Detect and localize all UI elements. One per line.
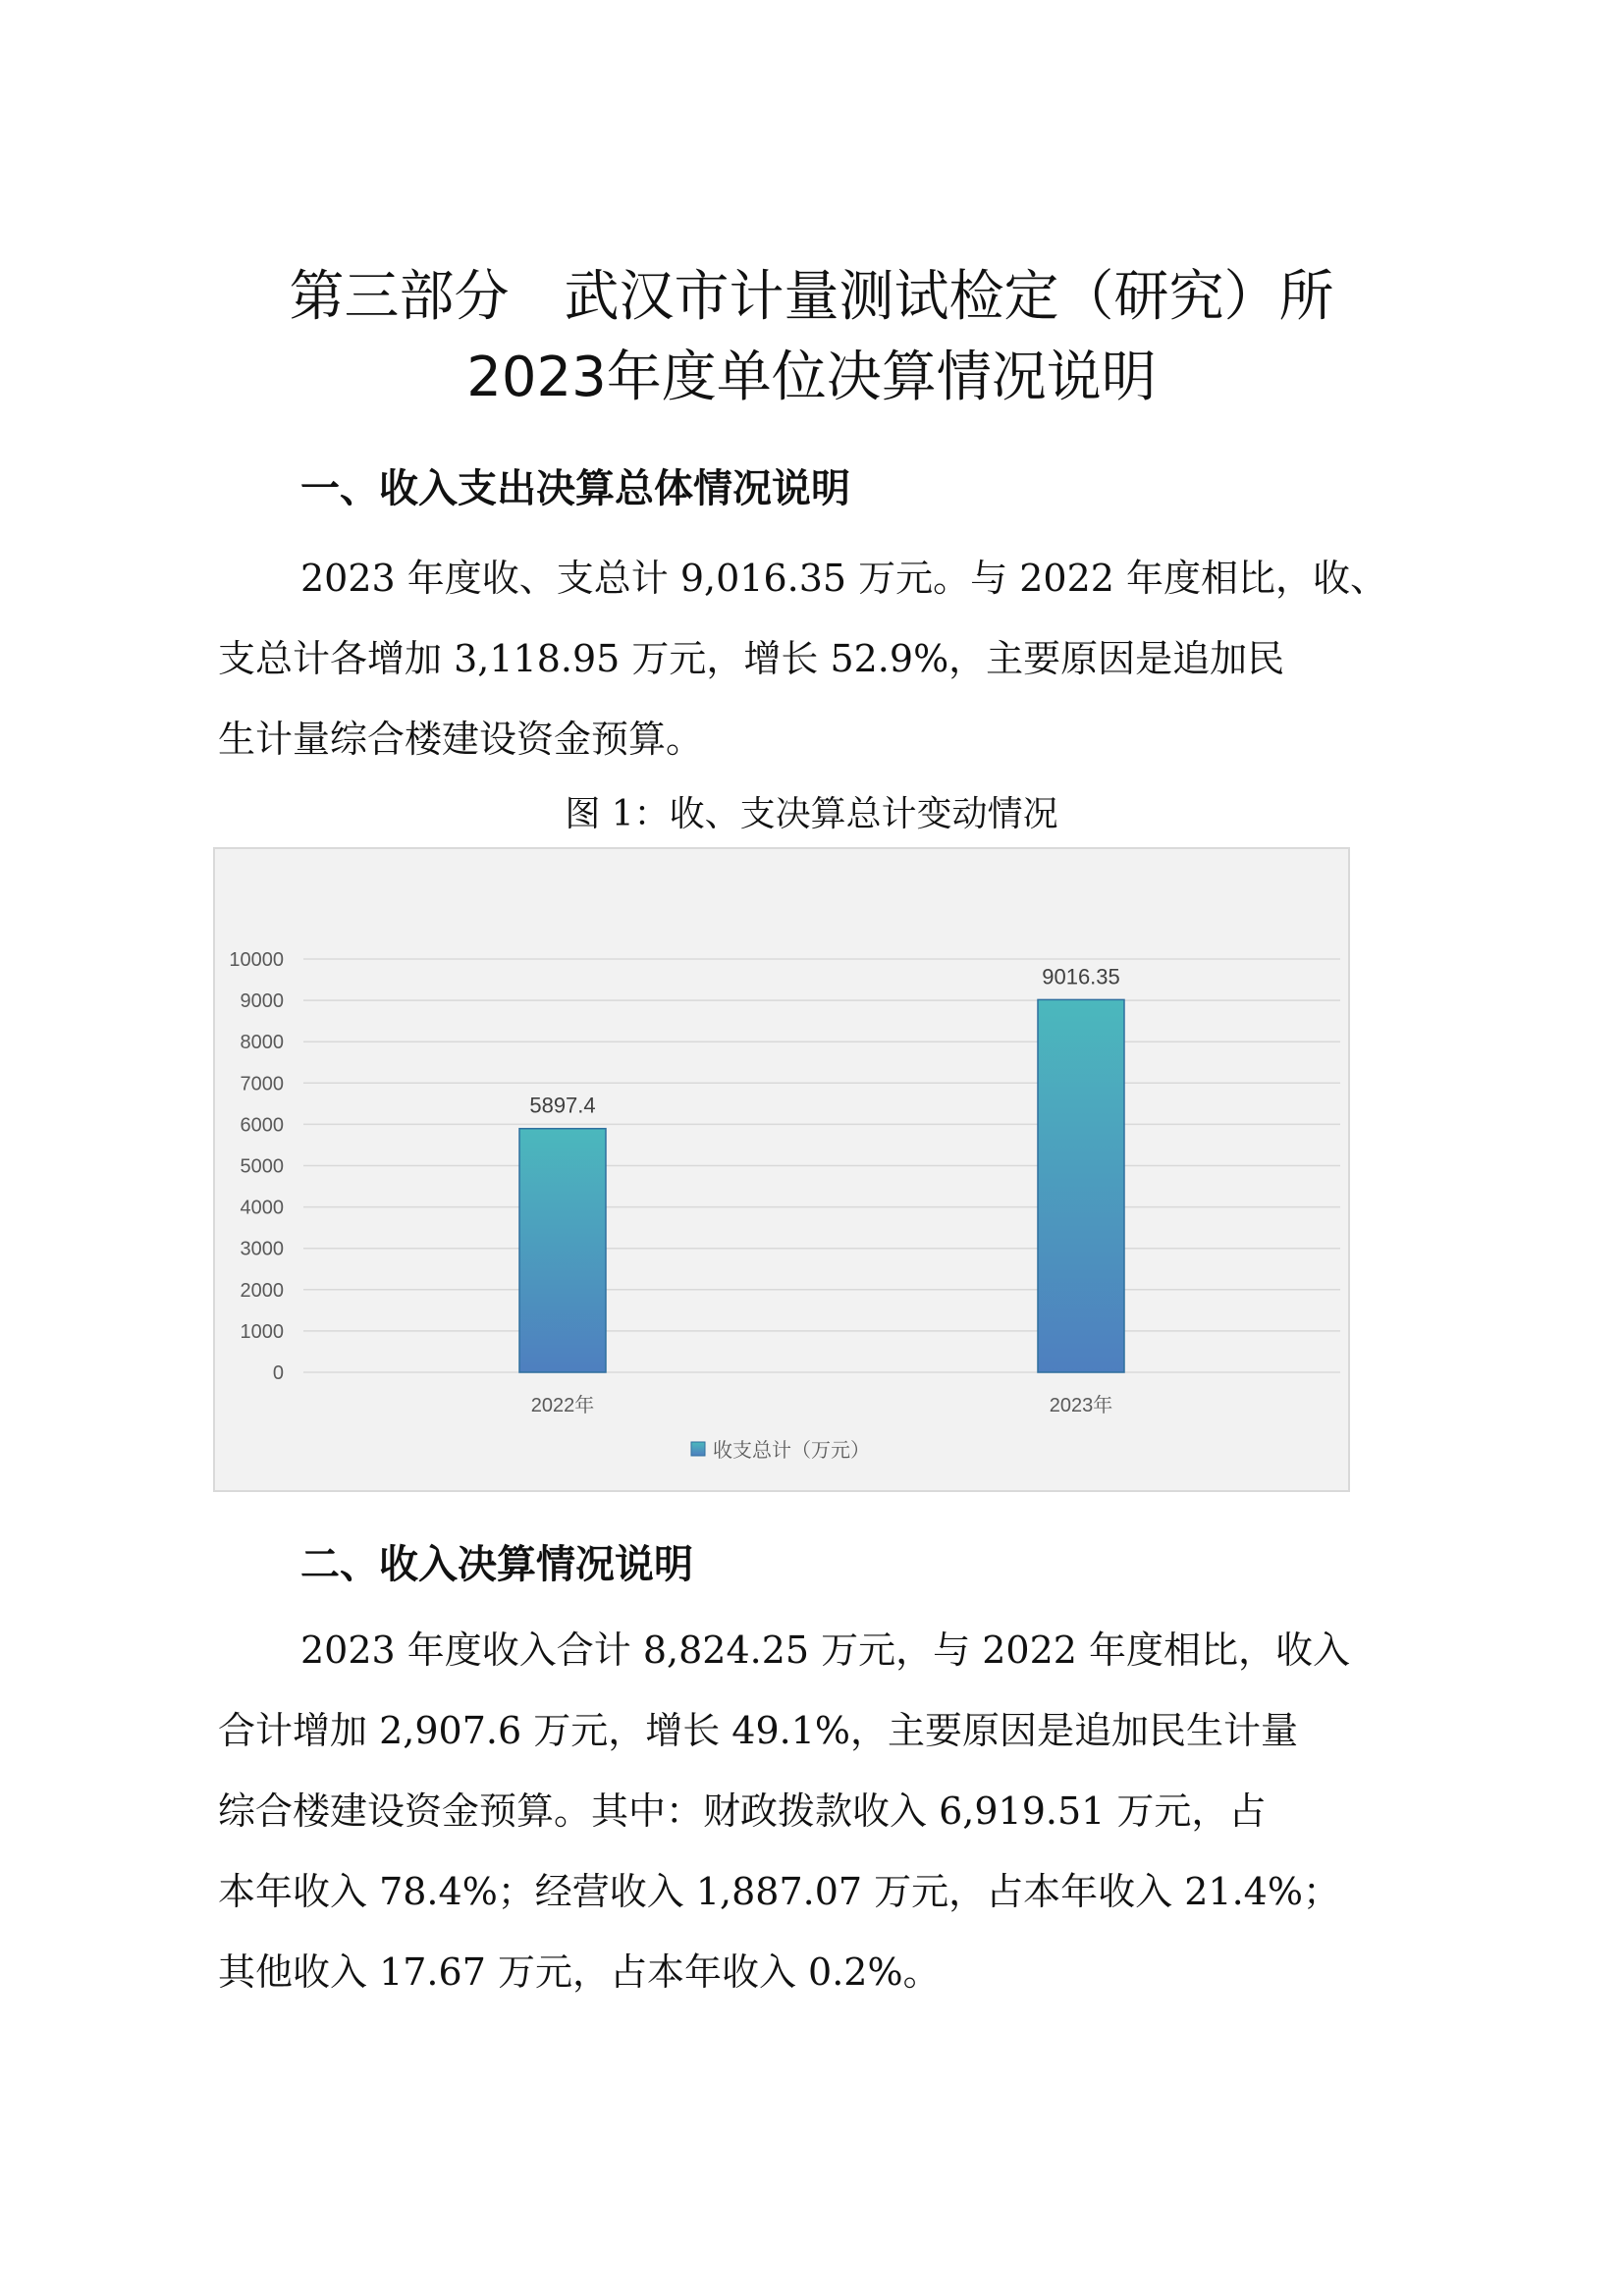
y-tick-label: 4000 (240, 1197, 284, 1219)
y-tick-label: 0 (272, 1362, 284, 1384)
section1-line-1: 2023 年度收、支总计 9,016.35 万元。与 2022 年度相比，收、 (300, 557, 1388, 600)
y-tick-label: 1000 (240, 1320, 284, 1343)
y-tick-label: 6000 (240, 1114, 284, 1137)
bar-2022年 (519, 1129, 606, 1372)
y-tick-label: 9000 (240, 990, 284, 1013)
legend-swatch (691, 1442, 705, 1456)
legend-label: 收支总计（万元） (713, 1440, 870, 1462)
data-label: 9016.35 (1042, 964, 1120, 989)
title-org: 武汉市计量测试检定（研究）所 (564, 265, 1334, 329)
document-title-line1 (0, 259, 1623, 336)
section1-paragraph (218, 538, 1455, 779)
y-tick-label: 8000 (240, 1032, 284, 1054)
section2-paragraph (218, 1610, 1455, 2012)
section2-line-1: 2023 年度收入合计 8,824.25 万元，与 2022 年度相比，收入 (300, 1629, 1351, 1672)
section2-line-4: 本年收入 78.4%；经营收入 1,887.07 万元，占本年收入 21.4%； (218, 1870, 1340, 1913)
y-tick-label: 3000 (240, 1238, 284, 1260)
y-tick-label: 10000 (229, 949, 284, 971)
y-tick-label: 5000 (240, 1155, 284, 1178)
section1-line-3: 生计量综合楼建设资金预算。 (218, 718, 704, 761)
y-tick-label: 2000 (240, 1279, 284, 1302)
section2-heading: 二、收入决算情况说明 (300, 1542, 693, 1587)
x-tick-label: 2022年 (530, 1395, 595, 1416)
section1-heading: 一、收入支出决算总体情况说明 (300, 466, 850, 511)
section2-line-3: 综合楼建设资金预算。其中：财政拨款收入 6,919.51 万元，占 (218, 1789, 1267, 1833)
section1-line-2: 支总计各增加 3,118.95 万元，增长 52.9%，主要原因是追加民 (218, 637, 1285, 680)
bar-2023年 (1038, 999, 1124, 1372)
figure1-chart (213, 847, 1350, 1492)
figure1-caption: 图 1：收、支决算总计变动情况 (565, 794, 1058, 834)
document-title-line2: 2023年度单位决算情况说明 (466, 346, 1157, 409)
bar-chart-svg (215, 849, 1348, 1490)
section2-line-5: 其他收入 17.67 万元，占本年收入 0.2%。 (218, 1950, 941, 1994)
section2-line-2: 合计增加 2,907.6 万元，增长 49.1%，主要原因是追加民生计量 (218, 1709, 1298, 1752)
title-part: 第三部分 (289, 265, 510, 329)
x-tick-label: 2023年 (1049, 1395, 1113, 1416)
y-tick-label: 7000 (240, 1073, 284, 1095)
data-label: 5897.4 (529, 1093, 596, 1118)
